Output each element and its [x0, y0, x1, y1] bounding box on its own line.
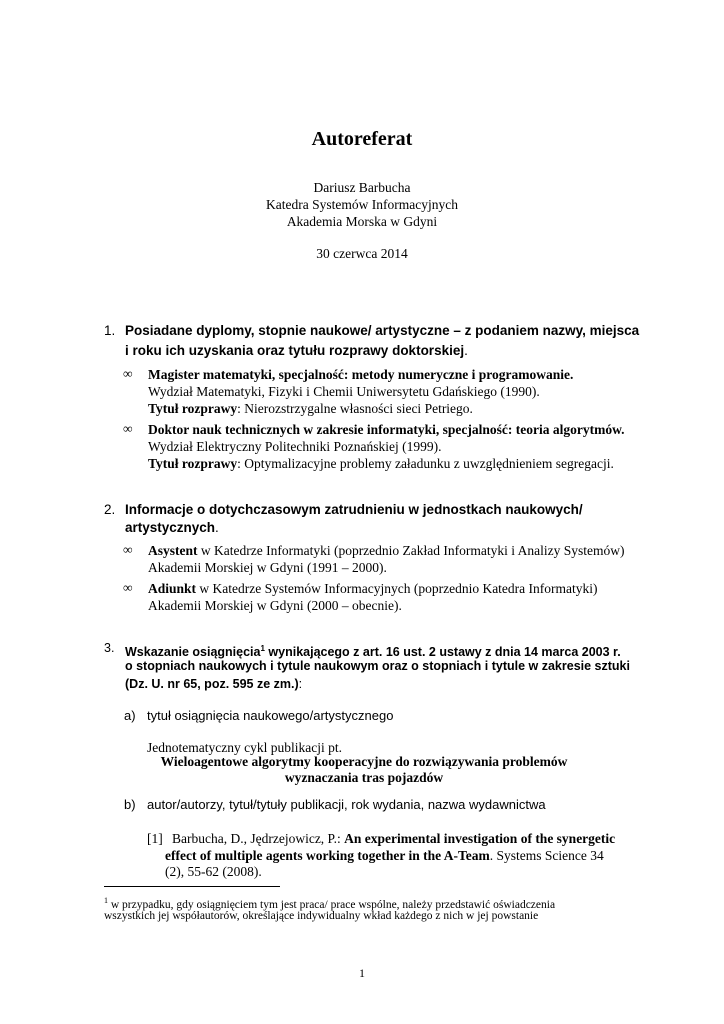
- employment-2-line2: Akademii Morskiej w Gdyni (2000 – obecnie).: [148, 598, 402, 613]
- section-3-number: 3.: [104, 641, 115, 655]
- author-name: Dariusz Barbucha: [313, 180, 411, 195]
- section-2-heading-line2: artystycznych.: [125, 520, 219, 535]
- section-1-heading-line1: Posiadane dyplomy, stopnie naukowe/ artystyczne – z podaniem nazwy, miejsca: [125, 323, 640, 338]
- degree-2-heading: Doktor nauk technicznych w zakresie informatyki, specjalność: teoria algorytmów.: [148, 422, 625, 437]
- employment-2-line1: Adiunkt w Katedrze Systemów Informacyjnych (poprzednio Katedra Informatyki): [148, 581, 598, 596]
- section-1-number: 1.: [104, 323, 116, 338]
- degree-1-thesis: Tytuł rozprawy: Nierozstrzygalne własności sieci Petriego.: [148, 401, 473, 416]
- bullet-icon: ∞: [123, 421, 133, 436]
- page-number: 1: [359, 966, 365, 980]
- subsection-b-label: b): [124, 797, 136, 812]
- degree-1-faculty: Wydział Matematyki, Fizyki i Chemii Uniwersytetu Gdańskiego (1990).: [148, 384, 540, 399]
- degree-2-faculty: Wydział Elektryczny Politechniki Poznańskiej (1999).: [148, 439, 442, 454]
- employment-1-line2: Akademii Morskiej w Gdyni (1991 – 2000).: [148, 560, 387, 575]
- employment-1-line1: Asystent w Katedrze Informatyki (poprzednio Zakład Informatyki i Analizy Systemów): [148, 543, 625, 558]
- bullet-icon: ∞: [123, 580, 133, 595]
- section-2-heading-line1: Informacje o dotychczasowym zatrudnieniu w jednostkach naukowych/: [125, 502, 583, 517]
- subsection-b-text: autor/autorzy, tytuł/tytuły publikacji, rok wydania, nazwa wydawnictwa: [147, 797, 546, 812]
- footnote-line1: $^1$ w przypadku, gdy osiągnięciem tym jest praca/ prace wspólne, należy przedstawić oświadczenia: [104, 896, 556, 911]
- subsection-a-text: tytuł osiągnięcia naukowego/artystycznego: [147, 708, 394, 723]
- reference-line3: (2), 55-62 (2008).: [165, 864, 262, 879]
- document-date: 30 czerwca 2014: [316, 246, 408, 261]
- degree-1-heading: Magister matematyki, specjalność: metody numeryczne i programowanie.: [148, 367, 574, 382]
- section-3-heading-line2: o stopniach naukowych i tytule naukowym oraz o stopniach i tytule w zakresie sztuki: [125, 659, 630, 673]
- bullet-icon: ∞: [123, 542, 133, 557]
- section-3-heading-line1: Wskazanie osiągnięcia$^1$ wynikającego z art. 16 ust. 2 ustawy z dnia 14 marca 2003 r.: [125, 644, 621, 660]
- publication-cycle-label: Jednotematyczny cykl publikacji pt.: [147, 740, 342, 755]
- department-name: Katedra Systemów Informacyjnych: [266, 197, 458, 212]
- degree-2-thesis: Tytuł rozprawy: Optymalizacyjne problemy załadunku z uwzględnieniem segregacji.: [148, 456, 614, 471]
- bullet-icon: ∞: [123, 366, 133, 381]
- institution-name: Akademia Morska w Gdyni: [286, 214, 438, 229]
- reference-line1: Barbucha, D., Jędrzejowicz, P.: An experimental investigation of the synergetic: [172, 831, 616, 846]
- achievement-title-line2: wyznaczania tras pojazdów: [284, 770, 444, 785]
- document-title: Autoreferat: [311, 128, 413, 150]
- footnote-divider: [104, 886, 280, 887]
- reference-number: [1]: [147, 831, 163, 846]
- reference-line2: effect of multiple agents working together in the A-Team. Systems Science 34: [165, 848, 604, 863]
- subsection-a-label: a): [124, 708, 136, 723]
- achievement-title-line1: Wieloagentowe algorytmy kooperacyjne do rozwiązywania problemów: [160, 754, 568, 769]
- section-1-heading-line2: i roku ich uzyskania oraz tytułu rozprawy doktorskiej.: [125, 343, 468, 358]
- section-3-heading-line3: (Dz. U. nr 65, poz. 595 ze zm.):: [125, 677, 303, 691]
- footnote-line2: wszystkich jej współautorów, określające indywidualny wkład każdego z nich w jej powstanie: [104, 910, 539, 922]
- section-2-number: 2.: [104, 502, 116, 517]
